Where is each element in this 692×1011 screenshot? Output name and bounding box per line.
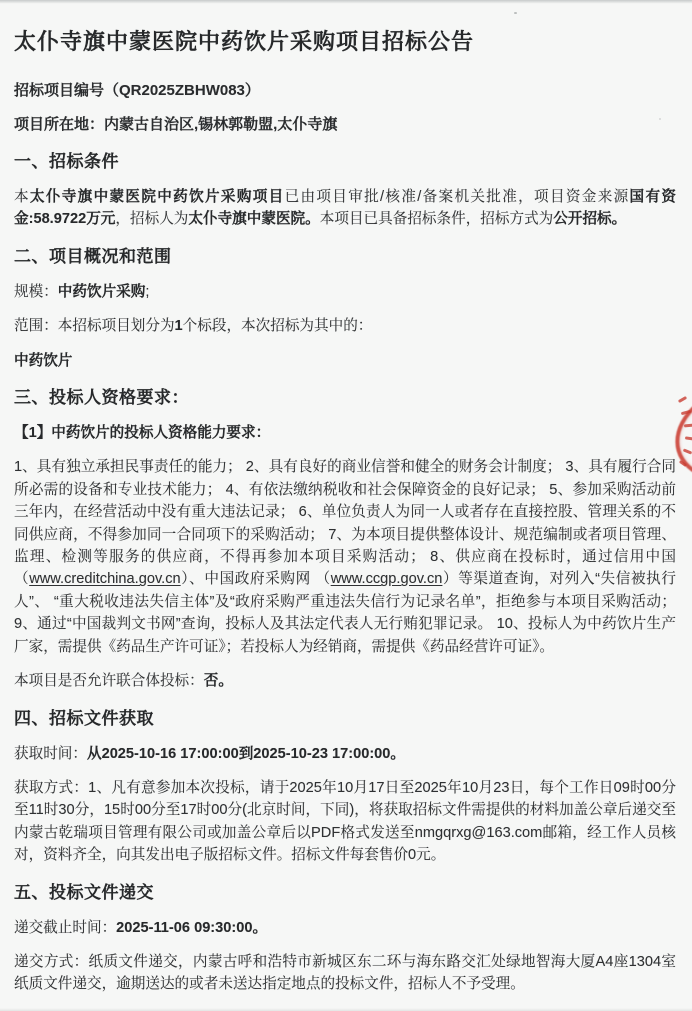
- submission-method-paragraph: 递交方式：纸质文件递交，内蒙古呼和浩特市新城区东二环与海东路交汇处绿地智海大厦A4座1304室纸质文件递交，逾期送达的或者未送达指定地点的投标文件，招标人不予受理。: [14, 953, 676, 993]
- section-heading-document-acquisition: 四、招标文件获取: [14, 708, 154, 728]
- page-title: 太仆寺旗中蒙医院中药饮片采购项目招标公告: [14, 29, 475, 54]
- tender-conditions-paragraph: [14, 186, 676, 231]
- qualification-requirements-paragraph: [14, 456, 676, 658]
- joint-bid-value: 否。: [203, 673, 233, 690]
- section-heading-bidder-qualifications: 三、投标人资格要求：: [14, 388, 189, 408]
- text-run: 本: [14, 189, 30, 205]
- text-run: ）等渠道查询，对列入“失信被执行人”、 “重大税收违法失信主体”及“政府采购严重违法失信行为记录名单”，拒绝参与本项目采购活动； 9、通过“中国裁判文书网”查询，投标人及其法定代表人无行贿犯罪记录。 10、投标人为中药饮片生产厂家，需提供《药品生产许可证》；若投标人为经销商，需提供《药品经营许可证》。: [14, 571, 676, 655]
- scale-label: 规模：: [14, 283, 58, 300]
- seal-text-mark: [678, 396, 687, 403]
- qualification-subheading: 【1】中药饮片的投标人资格能力要求：: [14, 425, 271, 442]
- deadline-value: 2025-11-06 09:30:00。: [116, 919, 268, 936]
- scan-speck: [96, 256, 98, 258]
- funding-source-amount: 国有资金:58.9722万元: [14, 189, 676, 228]
- section-heading-tender-conditions: 一、招标条件: [14, 152, 119, 171]
- text-run: 1、具有独立承担民事责任的能力； 2、具有良好的商业信誉和健全的财务会计制度； 3、具有履行合同所必需的设备和专业技术能力； 4、有依法缴纳税收和社会保障资金的良好记录； 5、参加采购活动前三年内，在经营活动中没有重大违法记录； 6、单位负责人为同一人或者存在直接控股、管理关系的不同供应商，不得参加同一合同项下的采购活动； 7、为本项目提供整体设计、规范编制或者项目管理、监理、检测等服务的供应商，不得再参加本项目采购活动； 8、供应商在投标时，通过信用中国（: [14, 459, 676, 588]
- section-heading-bid-submission: 五、投标文件递交: [14, 882, 154, 902]
- joint-bid-label: 本项目是否允许联合体投标：: [14, 673, 204, 690]
- scale-value: 中药饮片采购: [57, 283, 146, 300]
- obtain-time-line: [14, 743, 676, 765]
- joint-bid-line: [14, 670, 676, 692]
- scope-line: [14, 315, 676, 337]
- scan-speck: [659, 118, 661, 120]
- project-location: 项目所在地：内蒙古自治区,锡林郭勒盟,太仆寺旗: [14, 116, 338, 133]
- project-number: 招标项目编号（QR2025ZBHW083）: [14, 82, 260, 99]
- submission-deadline-line: [14, 917, 676, 939]
- scan-speck: [514, 12, 517, 14]
- text-run: ;: [145, 283, 150, 300]
- lot-name: 中药饮片: [14, 352, 73, 369]
- text-run: ，招标人为: [115, 211, 189, 228]
- deadline-label: 递交截止时间：: [14, 919, 117, 936]
- text-run: 本项目已具备招标条件，招标方式为: [319, 211, 554, 228]
- creditchina-link[interactable]: www.creditchina.gov.cn: [29, 571, 181, 588]
- obtain-time-label: 获取时间：: [14, 745, 87, 762]
- text-run: 范围：本招标项目划分为: [14, 318, 175, 335]
- section-heading-project-overview: 二、项目概况和范围: [14, 246, 172, 266]
- text-run: 个标段，本次招标为其中的：: [182, 318, 373, 335]
- ccgp-link[interactable]: www.ccgp.gov.cn: [330, 571, 443, 588]
- seal-text-mark: [684, 424, 692, 428]
- lot-count: 1: [174, 318, 183, 335]
- text-run: 已由项目审批/核准/备案机关批准，项目资金来源: [284, 189, 630, 205]
- scale-line: [14, 281, 676, 303]
- tender-method: 公开招标。: [553, 211, 627, 228]
- text-run: ）、中国政府采购网 （: [180, 571, 331, 588]
- tenderee-name: 太仆寺旗中蒙医院。: [188, 211, 320, 228]
- obtain-method-paragraph: 获取方式：1、凡有意参加本次投标，请于2025年10月17日至2025年10月23日，每个工作日09时00分至11时30分，15时00分至17时00分(北京时间，下同)，将获取招标文件需提供的材料加盖公章后递交至内蒙古乾瑞项目管理有限公司或加盖公章后以PDF格式发送至nmgqrxg@163.com邮箱，经工作人员核对，资料齐全，向其发出电子版招标文件。招标文件每套售价0元。: [14, 779, 676, 864]
- obtain-time-value: 从2025-10-16 17:00:00到2025-10-23 17:00:00。: [86, 745, 406, 762]
- project-name: 太仆寺旗中蒙医院中药饮片采购项目: [29, 189, 285, 205]
